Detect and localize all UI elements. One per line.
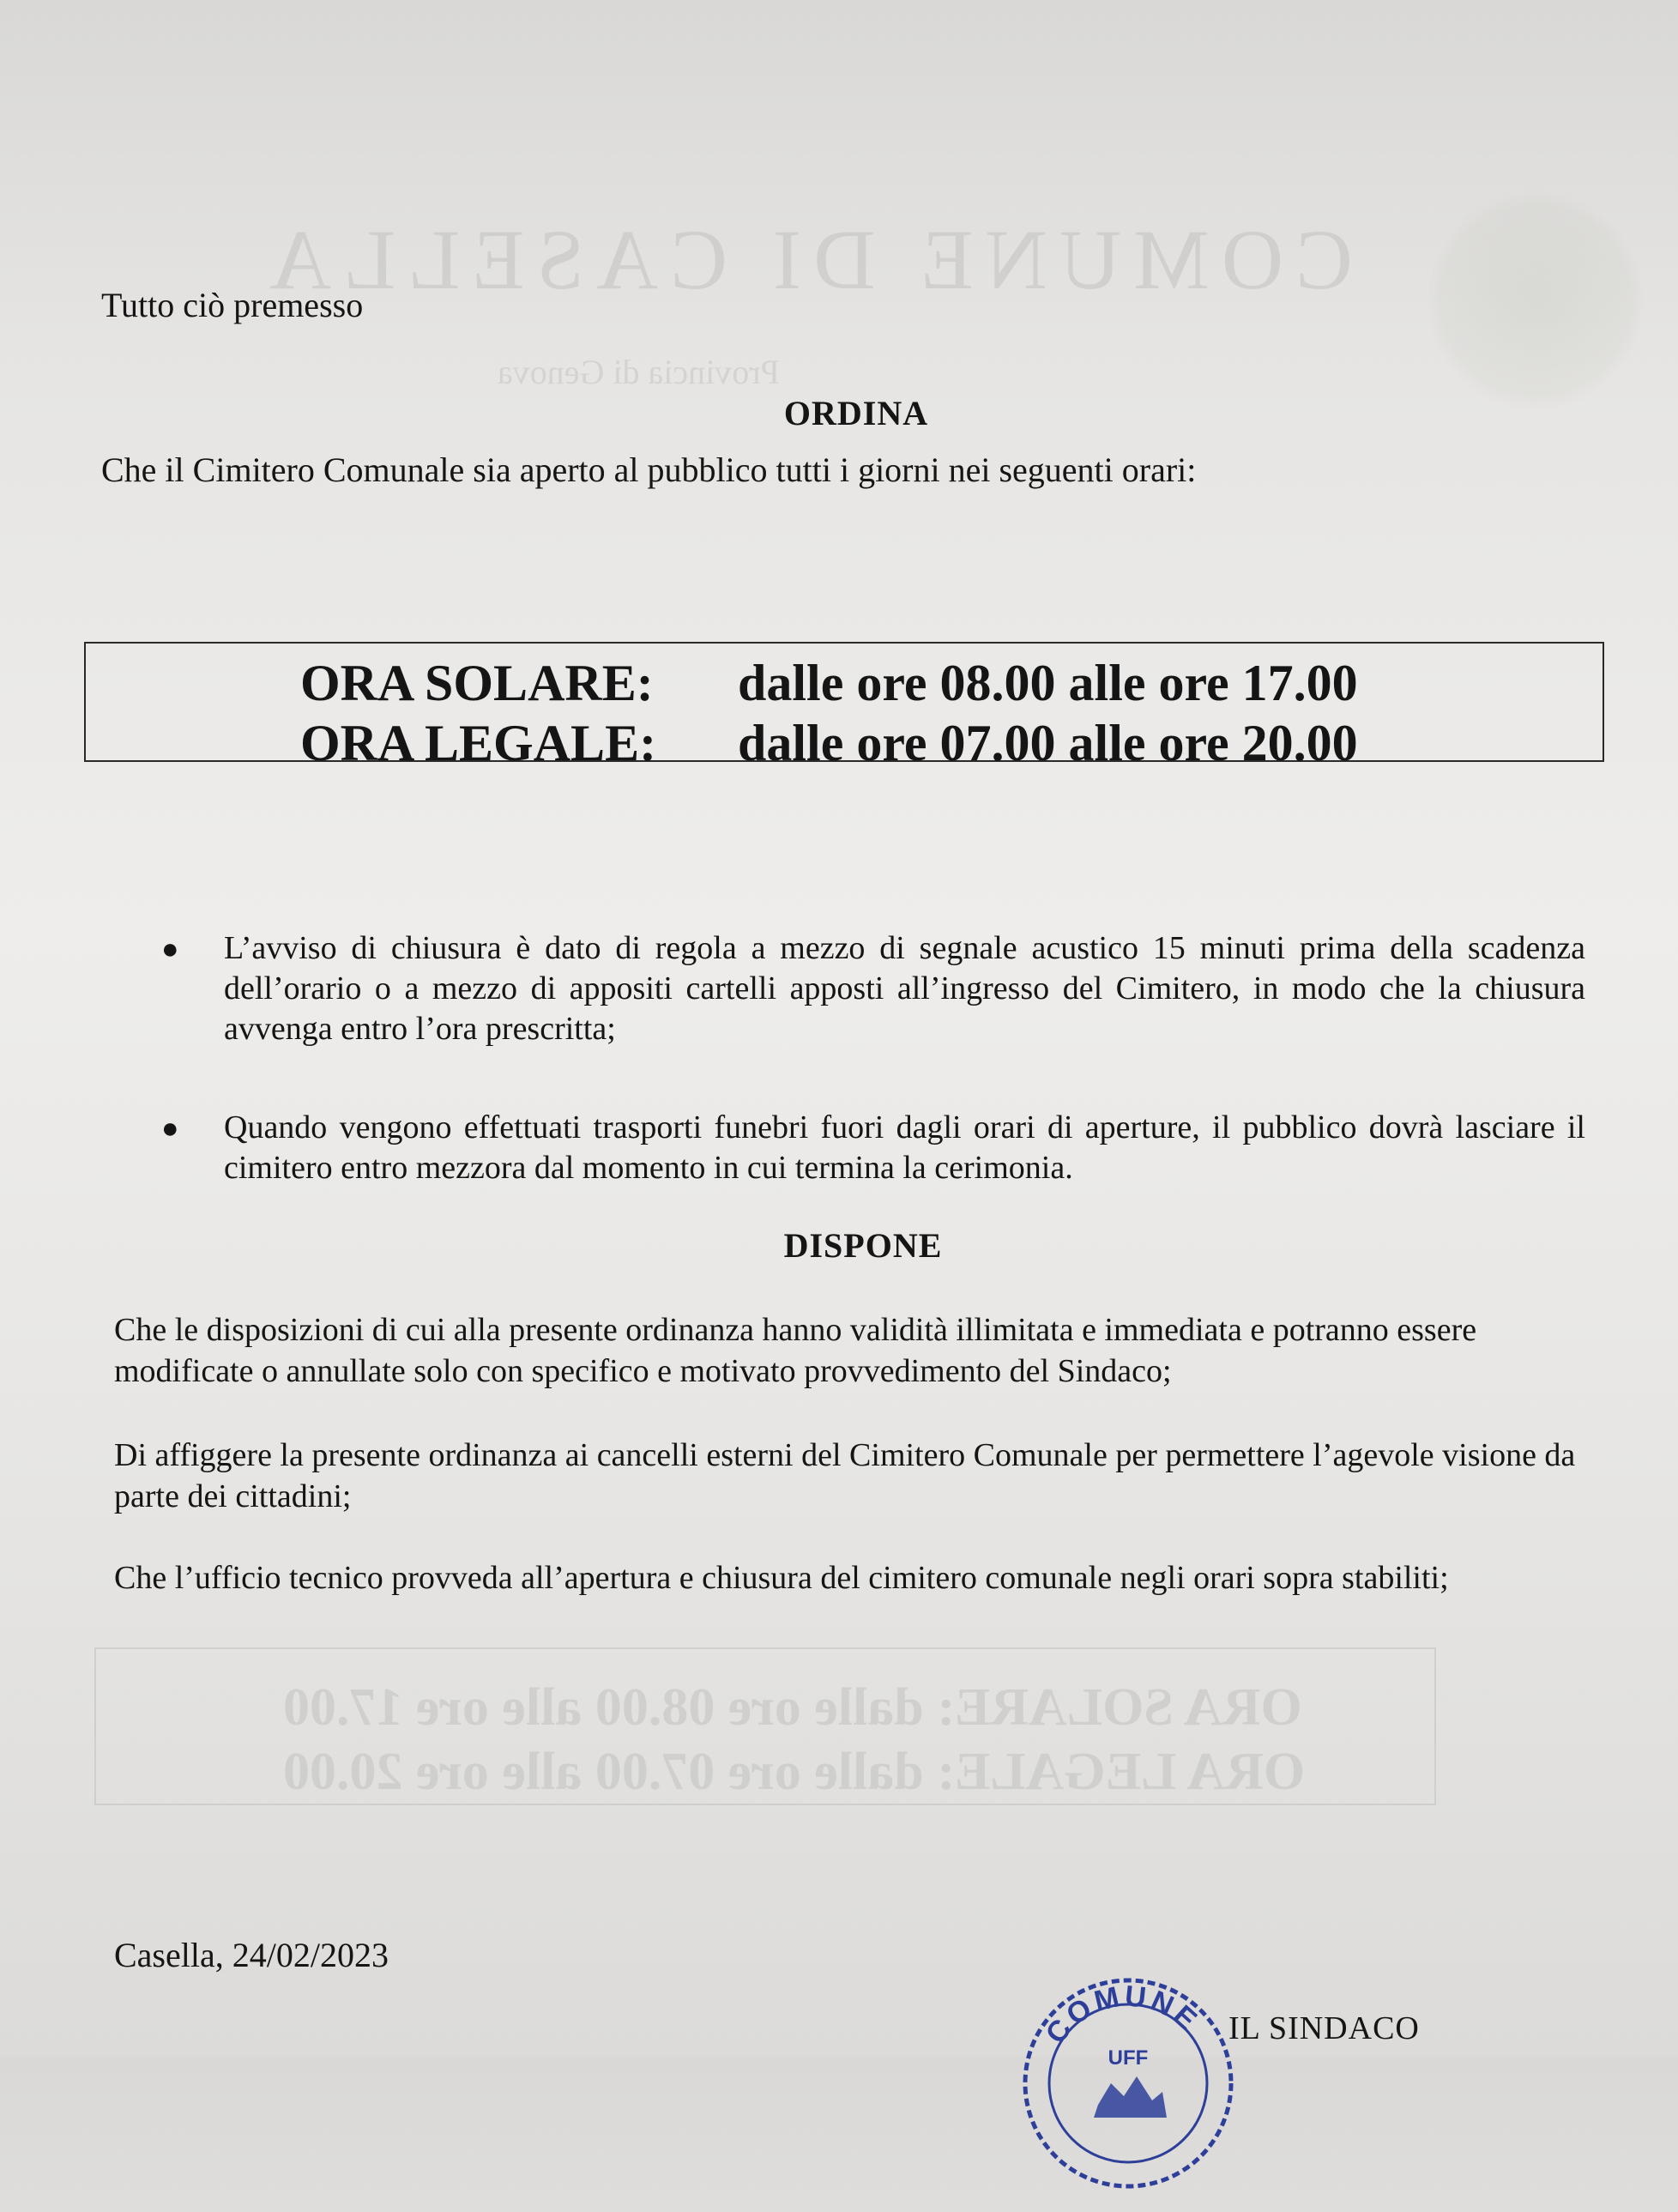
signature-line: IL SINDACO (1228, 2010, 1420, 2046)
list-item-text: L’avviso di chiusura è dato di regola a mezzo di segnale acustico 15 minuti prima della scadenza dell’orario o a mezzo di appositi cartelli apposti all’ingresso del Cimitero, in modo che la chiusura avvenga entro l’ora prescritta; (224, 930, 1585, 1047)
list-item (161, 928, 1585, 1049)
hours-row-solare (300, 654, 1358, 713)
disposition-paragraph: Di affiggere la presente ordinanza ai cancelli esterni del Cimitero Comunale per permettere l’agevole visione da parte dei cittadini; (114, 1437, 1576, 1514)
bleed-through-box-line-2: ORA LEGALE: dalle ore 07.00 alle ore 20.00 (283, 1743, 1306, 1801)
intro-text: Tutto ciò premesso (101, 286, 364, 324)
ordina-heading: ORDINA (783, 394, 929, 432)
order-statement: Che il Cimitero Comunale sia aperto al pubblico tutti i giorni nei seguenti orari: (101, 450, 1197, 489)
disposition-paragraph: Che l’ufficio tecnico provveda all’apertura e chiusura del cimitero comunale negli orari sopra stabiliti; (114, 1560, 1449, 1596)
hours-range: dalle ore 08.00 alle ore 17.00 (738, 655, 1358, 711)
hours-label: ORA LEGALE: (300, 715, 657, 771)
disposition-paragraph: Che le disposizioni di cui alla presente ordinanza hanno validità illimitata e immediata e potranno essere modificate o annullate solo con specifico e motivato provvedimento del Sindaco; (114, 1312, 1477, 1389)
svg-text:COMUNE (1040, 1979, 1206, 2050)
list-item-text: Quando vengono effettuati trasporti funebri fuori dagli orari di aperture, il pubblico dovrà lasciare il cimitero entro mezzora dal momento in cui termina la cerimonia. (224, 1109, 1585, 1186)
stamp-emblem-icon (1094, 2076, 1167, 2118)
dispone-heading: DISPONE (783, 1226, 943, 1265)
stamp-text-mid: UFF (1108, 2046, 1149, 2070)
bleed-through-box-line-1: ORA SOLARE: dalle ore 08.00 alle ore 17.00 (283, 1678, 1302, 1737)
notice-list (161, 928, 1585, 1188)
date-line: Casella, 24/02/2023 (114, 1936, 389, 1974)
bullet-icon: ● (161, 934, 179, 965)
hours-label: ORA SOLARE: (300, 655, 654, 711)
bullet-icon: ● (161, 1113, 179, 1145)
municipal-stamp (999, 1955, 1257, 2212)
opening-hours-box (84, 642, 1604, 771)
hours-range: dalle ore 07.00 alle ore 20.00 (738, 715, 1358, 771)
list-item (161, 1108, 1585, 1188)
bleed-through-subtitle: Provincia di Genova (498, 353, 780, 391)
bleed-through-seal (1428, 184, 1643, 416)
stamp-text-top: COMUNE (1039, 1979, 1206, 2050)
bleed-through-title: COMUNE DI CASELLA (257, 212, 1353, 307)
hours-row-legale (300, 714, 1358, 773)
